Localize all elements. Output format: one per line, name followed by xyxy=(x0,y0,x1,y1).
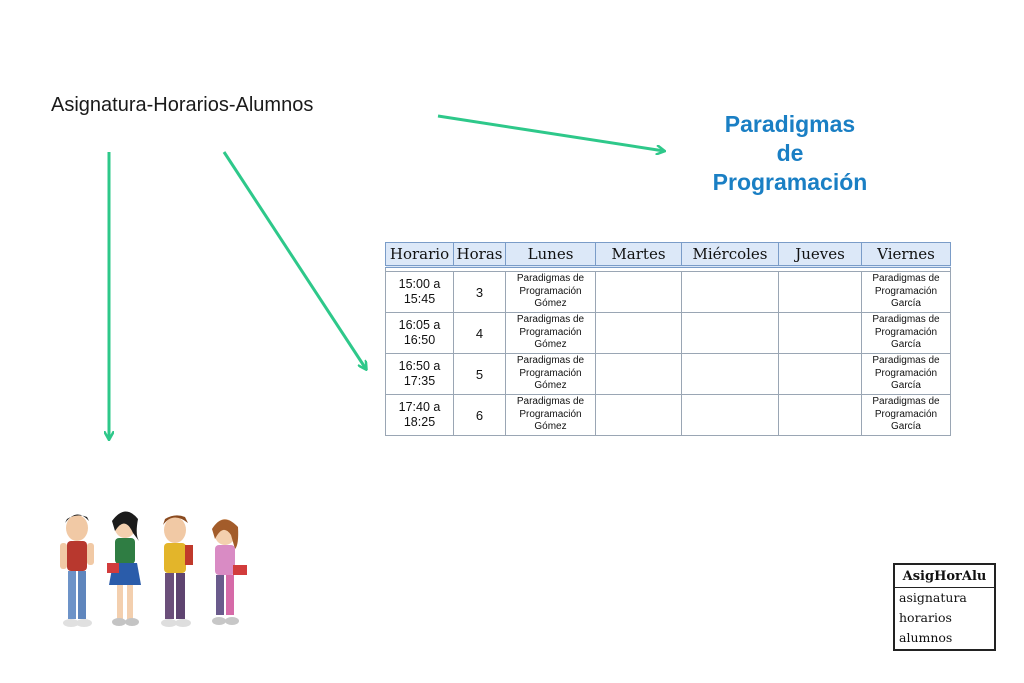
class-cell-viernes: Paradigmas de Programación García xyxy=(862,395,951,436)
empty-cell xyxy=(596,272,682,313)
empty-cell xyxy=(779,313,862,354)
empty-cell xyxy=(596,354,682,395)
class-cell-lunes: Paradigmas de Programación Gómez xyxy=(506,272,596,313)
header-martes: Martes xyxy=(596,243,682,267)
class-cell-lunes: Paradigmas de Programación Gómez xyxy=(506,395,596,436)
empty-cell xyxy=(779,354,862,395)
schedule-header-row xyxy=(386,243,951,267)
class-box-name: AsigHorAlu xyxy=(895,565,994,588)
empty-cell xyxy=(682,395,779,436)
hours-cell: 3 xyxy=(454,272,506,313)
header-miercoles: Miércoles xyxy=(682,243,779,267)
header-horario: Horario xyxy=(386,243,454,267)
empty-cell xyxy=(682,354,779,395)
class-cell-lunes: Paradigmas de Programación Gómez xyxy=(506,313,596,354)
empty-cell xyxy=(779,395,862,436)
arrow-to-schedule xyxy=(224,152,366,369)
subject-title xyxy=(690,110,890,197)
empty-cell xyxy=(682,313,779,354)
time-cell: 15:00 a 15:45 xyxy=(386,272,454,313)
subject-title-line-1: Paradigmas xyxy=(724,111,856,137)
table-row xyxy=(386,354,951,395)
class-box-attribute: asignatura xyxy=(899,590,967,605)
hours-cell: 6 xyxy=(454,395,506,436)
empty-cell xyxy=(596,313,682,354)
time-cell: 16:05 a 16:50 xyxy=(386,313,454,354)
class-box-attribute: horarios xyxy=(899,610,952,625)
subject-title-line-3: Programación xyxy=(712,169,868,195)
empty-cell xyxy=(682,272,779,313)
student-figure xyxy=(161,515,193,627)
arrow-to-subject xyxy=(438,116,664,151)
class-box-attribute: alumnos xyxy=(899,630,953,645)
header-viernes: Viernes xyxy=(862,243,951,267)
empty-cell xyxy=(596,395,682,436)
subject-title-line-2: de xyxy=(776,140,804,166)
student-figure xyxy=(107,511,141,626)
empty-cell xyxy=(779,272,862,313)
table-row xyxy=(386,395,951,436)
class-box xyxy=(893,563,996,651)
class-cell-viernes: Paradigmas de Programación García xyxy=(862,313,951,354)
header-horas: Horas xyxy=(454,243,506,267)
class-cell-viernes: Paradigmas de Programación García xyxy=(862,272,951,313)
header-jueves: Jueves xyxy=(779,243,862,267)
class-cell-viernes: Paradigmas de Programación García xyxy=(862,354,951,395)
hours-cell: 5 xyxy=(454,354,506,395)
class-cell-lunes: Paradigmas de Programación Gómez xyxy=(506,354,596,395)
header-lunes: Lunes xyxy=(506,243,596,267)
table-row xyxy=(386,272,951,313)
time-cell: 17:40 a 18:25 xyxy=(386,395,454,436)
students-illustration xyxy=(55,505,270,640)
diagram-heading: Asignatura-Horarios-Alumnos xyxy=(51,94,314,116)
student-figure xyxy=(60,514,94,627)
schedule-table xyxy=(385,242,951,436)
hours-cell: 4 xyxy=(454,313,506,354)
table-row xyxy=(386,313,951,354)
student-figure xyxy=(212,519,247,625)
time-cell: 16:50 a 17:35 xyxy=(386,354,454,395)
